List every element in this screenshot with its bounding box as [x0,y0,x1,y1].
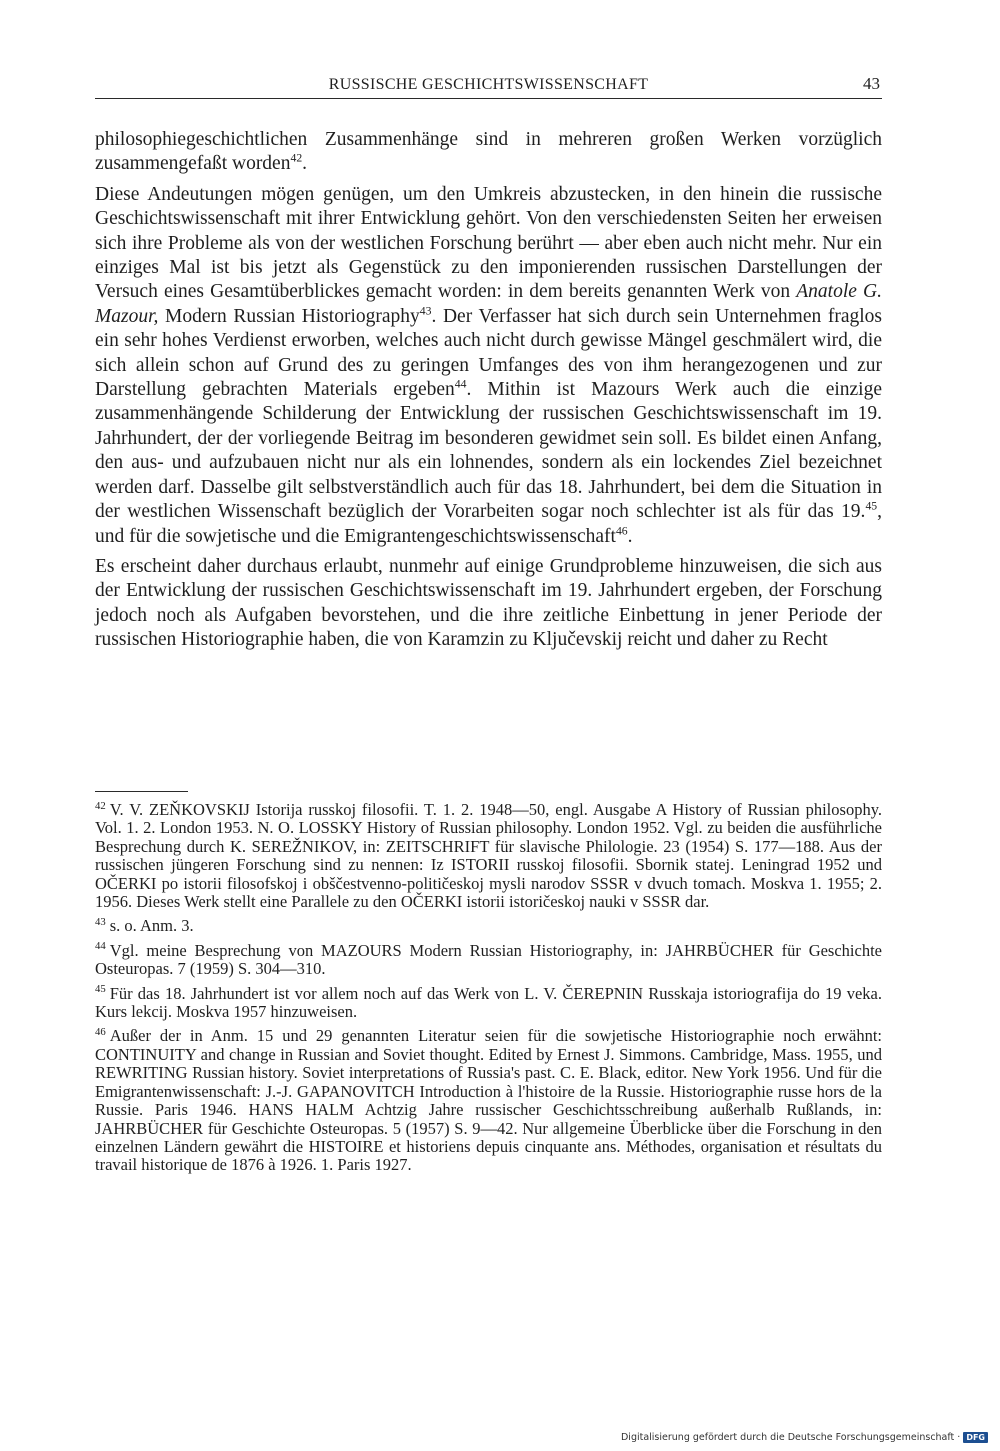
page-number: 43 [863,74,880,93]
footnote-number: 45 [95,983,106,996]
footnote-42 [95,801,882,911]
footnote-ref-45[interactable]: 45 [865,499,878,513]
footnote-ref-42[interactable]: 42 [290,151,303,165]
footnote-43 [95,917,882,935]
running-title: RUSSISCHE GESCHICHTSWISSENSCHAFT [328,76,649,93]
footnote-46 [95,1027,882,1174]
page-header [95,72,882,99]
credit-text: Digitalisierung gefördert durch die Deutsche Forschungsgemeinschaft [620,1432,955,1443]
footnote-number: 42 [95,799,106,812]
main-text [95,128,882,653]
dfg-logo-icon: DFG [963,1432,988,1443]
footnote-text: s. o. Anm. 3. [109,916,194,936]
footnote-45 [95,985,882,1022]
footnote-ref-46[interactable]: 46 [615,524,628,537]
digitization-credit: Digitalisierung gefördert durch die Deutsche Forschungsgemeinschaft · DFG [621,1432,988,1443]
footnote-text: Für das 18. Jahrhundert ist vor allem noch auf das Werk von L. V. ČEREPNIN Russkaja istoriografija do 19 veka. Kurs lekcij. Moskva 1957 hinzuweisen. [95,983,882,1022]
footnote-ref-43[interactable]: 43 [419,304,432,318]
footnote-ref-44[interactable]: 44 [454,377,467,391]
footnote-number: 46 [95,1025,106,1038]
footnote-number: 44 [95,940,106,953]
paragraph-3: Es erscheint daher durchaus erlaubt, nunmehr auf einige Grundprobleme hinzuweisen, die sich aus der Entwicklung der russischen Geschichtswissenschaft im 19. Jahrhundert ergeben, der Forschung jedoch noch als Aufgaben bevorstehen, und die ihre zeitliche Einbettung in jener Periode der russischen Historiographie haben, die von Karamzin zu Ključevskij reicht und daher zu Recht [95,555,882,651]
footnote-divider [95,791,188,792]
author-name-mazour: Anatole G. Mazour, [95,281,882,327]
footnote-text: V. V. ZEŇKOVSKIJ Istorija russkoj filosofii. T. 1. 2. 1948—50, engl. Ausgabe A History of Russian philosophy. Vol. 1. 2. London 1953. N. O. LOSSKY History of Russian philosophy. London 1952. Vgl. zu beiden die ausführliche Besprechung durch K. SEREŽNIKOV, in: ZEITSCHRIFT für slavische Philologie. 23 (1954) S. 177—188. Aus der russischen jüngeren Forschung sind zu nennen: Iz ISTORII russkoj filosofii. Sbornik statej. Leningrad 1952 und OČERKI po istorii filosofskoj i obščestvenno-političeskoj mysli narodov SSSR v dvuch tomach. Moskva 1. 1955; 2. 1956. Dieses Werk stellt eine Parallele zu den OČERKI istorii istoričeskoj nauki v SSSR dar. [95,800,882,912]
paragraph-2: Diese Andeutungen mögen genügen, um den Umkreis abzustecken, in den hinein die russische Geschichtswissenschaft mit ihrer Entwicklung gehört. Von den verschiedensten Seiten her erweisen sich ihre Probleme als von der westlichen Forschung berührt — aber eben auch nicht mehr. Nur ein einziges Mal ist bis jetzt als Gegenstück zu den imponierenden russischen Darstellungen der Versuch eines Gesamtüberblickes gemacht worden: in dem bereits genannten Werk von Anatole G. Mazour, Modern Russian Historiography$^{43}$. Der Verfasser hat sich durch sein Unternehmen fraglos ein sehr hohes Verdienst erworben, welches auch nicht durch gewisse Mängel geschmälert wird, die sich allein schon auf Grund des zu geringen Umfanges des von ihm herangezogenen und zur Darstellung gebrachten Materials ergeben$^{44}$. Mithin ist Mazours Werk auch die einzige zusammenhängende Schilderung der Entwicklung der russischen Geschichtswissenschaft im 19. Jahrhundert, der der vorliegende Beitrag im besonderen gewidmet sein soll. Es bildet einen Anfang, den aus- und aufzubauen nicht nur als ein lohnendes, sondern als ein lockendes Ziel bezeichnet werden darf. Dasselbe gilt selbstverständlich auch für das 18. Jahrhundert, bei dem die Situation in der westlichen Wissenschaft bezüglich der Vorarbeiten sogar noch schlechter ist als für das 19.45, und für die sowjetische und die Emigrantengeschichtswissenschaft$^{46}$. [95,183,882,547]
footnote-number: 43 [95,915,106,928]
paragraph-1: philosophiegeschichtlichen Zusammenhänge sind in mehreren großen Werken vorzüglich zusammengefaßt worden$^{42}$. [95,129,882,175]
footnotes [95,801,882,1175]
footnote-text: Außer der in Anm. 15 und 29 genannten Literatur seien für die sowjetische Historiographie noch erwähnt: CONTINUITY and change in Russian and Soviet thought. Edited by Ernest J. Simmons. Cambridge, Mass. 1955, und REWRITING Russian history. Soviet interpretations of Russia's past. C. E. Black, editor. New York 1956. Und für die Emigrantenwissenschaft: J.-J. GAPANOVITCH Introduction à l'histoire de la Russie. Historiographie russe hors de la Russie. Paris 1946. HANS HALM Achtzig Jahre russischer Geschichtsschreibung außerhalb Rußlands, in: JAHRBÜCHER für Geschichte Osteuropas. 5 (1957) S. 9—42. Nur allgemeine Überblicke über die Forschung in den einzelnen Ländern gewährt die HISTOIRE et historiens depuis cinquante ans. Méthodes, organisation et résultats du travail historique de 1876 à 1926. 1. Paris 1927. [95,1026,882,1175]
footnote-text: Vgl. meine Besprechung von MAZOURS Modern Russian Historiography, in: JAHRBÜCHER für Geschichte Osteuropas. 7 (1959) S. 304—310. [95,940,882,979]
footnote-44 [95,942,882,979]
